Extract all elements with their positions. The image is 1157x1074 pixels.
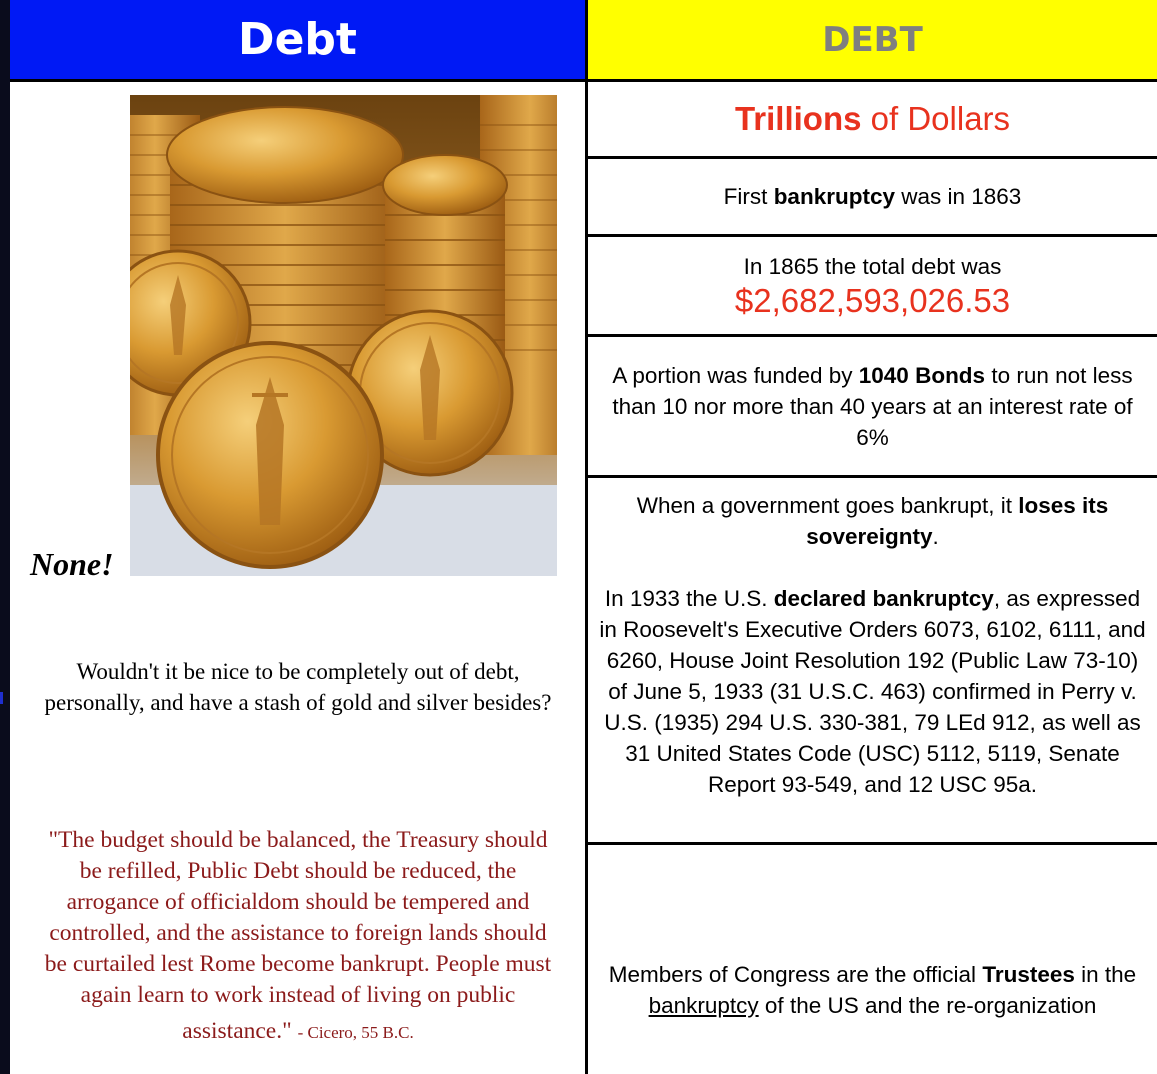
first-bankruptcy-row bbox=[588, 159, 1157, 237]
text-segment: When a government goes bankrupt, it bbox=[636, 493, 1012, 518]
left-column bbox=[10, 0, 585, 1074]
quote-citation: - Cicero, 55 B.C. bbox=[297, 1023, 414, 1042]
declared-text bbox=[596, 583, 1149, 800]
trillions-rest: of Dollars bbox=[870, 100, 1011, 137]
text-bold: declared bankruptcy bbox=[773, 586, 994, 611]
trillions-row bbox=[588, 82, 1157, 159]
text-segment: of the US and the re-organization bbox=[764, 992, 1097, 1018]
text-bold: bankruptcy bbox=[773, 184, 895, 209]
text-segment: A portion was funded by bbox=[612, 362, 853, 388]
quote-line: again learn to work instead of living on public bbox=[80, 982, 516, 1008]
trustees-row bbox=[588, 845, 1157, 1074]
text-bold: 1040 Bonds bbox=[858, 362, 986, 388]
cicero-quote bbox=[24, 825, 572, 1053]
total-debt-row bbox=[588, 237, 1157, 337]
trillions-bold: Trillions bbox=[734, 100, 862, 137]
text-bold: Trustees bbox=[982, 961, 1075, 987]
quote-line: arrogance of officialdom should be tempered and bbox=[66, 889, 530, 915]
text-bold: loses its sovereignty bbox=[806, 493, 1109, 549]
edge-mark bbox=[0, 692, 3, 704]
quote-line: "The budget should be balanced, the Treasury should bbox=[48, 827, 548, 853]
text-segment: was in 1863 bbox=[901, 184, 1022, 209]
total-debt-label: In 1865 the total debt was bbox=[743, 253, 1002, 279]
gold-coins-image bbox=[130, 95, 557, 576]
bankruptcy-link[interactable]: bankruptcy bbox=[648, 992, 759, 1018]
quote-line: be curtailed lest Rome become bankrupt. People must bbox=[44, 951, 552, 977]
bonds-row bbox=[588, 337, 1157, 478]
bonds-text bbox=[598, 360, 1147, 453]
trustees-text bbox=[596, 959, 1149, 1021]
quote-line: be refilled, Public Debt should be reduced, the bbox=[79, 858, 517, 884]
sovereignty-text bbox=[596, 490, 1149, 552]
wish-text: Wouldn't it be nice to be completely out of debt, personally, and have a stash of gold and silver besides? bbox=[44, 659, 552, 715]
none-exclamation: None! bbox=[30, 546, 114, 582]
right-header: DEBT bbox=[588, 0, 1157, 82]
text-segment: Members of Congress are the official bbox=[608, 961, 977, 987]
left-edge bbox=[0, 0, 10, 1074]
sovereignty-row bbox=[588, 478, 1157, 845]
first-bankruptcy-text bbox=[724, 181, 1022, 212]
text-segment: in the bbox=[1081, 961, 1137, 987]
right-column bbox=[588, 0, 1157, 1074]
quote-last-line bbox=[24, 1011, 572, 1053]
quote-end: assistance." bbox=[182, 1018, 292, 1044]
quote-line: controlled, and the assistance to foreign lands should bbox=[49, 920, 547, 946]
text-segment: to run not less than 10 nor more than 40 years at an interest rate of 6% bbox=[612, 362, 1133, 450]
text-segment: . bbox=[932, 524, 939, 549]
text-segment: First bbox=[723, 184, 768, 209]
text-segment: , as expressed in Roosevelt's Executive Orders 6073, 6102, 6111, and 6260, House Joint Resolution 192 (Public Law 73-10) of June 5, 1933 (31 U.S.C. 463) confirmed in Perry v. U.S. (1935) 294 U.S. 330-381, 79 LEd 912, as well as 31 United States Code (USC) 5112, 5119, Senate Report 93-549, and 12 USC 95a. bbox=[599, 586, 1146, 797]
text-segment: In 1933 the U.S. bbox=[604, 586, 768, 611]
left-header: Debt bbox=[10, 0, 585, 82]
trillions-text bbox=[735, 99, 1010, 139]
total-debt-amount: $2,682,593,026.53 bbox=[734, 281, 1011, 319]
